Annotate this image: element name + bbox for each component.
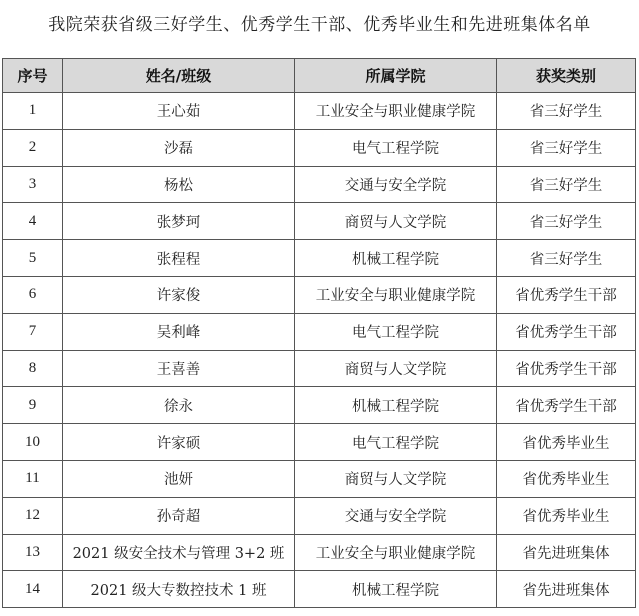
cell-name: 杨松 bbox=[63, 166, 295, 203]
cell-no: 6 bbox=[3, 276, 63, 313]
table-row bbox=[3, 240, 636, 277]
cell-name: 王心茹 bbox=[63, 93, 295, 130]
cell-no: 11 bbox=[3, 460, 63, 497]
table-row bbox=[3, 387, 636, 424]
cell-name: 张程程 bbox=[63, 240, 295, 277]
cell-name: 2021 级大专数控技术 1 班 bbox=[63, 571, 295, 608]
header-name-class: 姓名/班级 bbox=[63, 59, 295, 93]
cell-award: 省先进班集体 bbox=[497, 571, 636, 608]
cell-award: 省三好学生 bbox=[497, 240, 636, 277]
cell-award: 省优秀学生干部 bbox=[497, 276, 636, 313]
cell-award: 省优秀学生干部 bbox=[497, 350, 636, 387]
cell-award: 省三好学生 bbox=[497, 166, 636, 203]
cell-award: 省优秀毕业生 bbox=[497, 424, 636, 461]
cell-award: 省优秀学生干部 bbox=[497, 387, 636, 424]
table-row bbox=[3, 276, 636, 313]
cell-no: 12 bbox=[3, 497, 63, 534]
cell-no: 5 bbox=[3, 240, 63, 277]
table-row bbox=[3, 129, 636, 166]
cell-award: 省三好学生 bbox=[497, 203, 636, 240]
cell-name: 许家俊 bbox=[63, 276, 295, 313]
cell-college: 机械工程学院 bbox=[295, 387, 497, 424]
table-row bbox=[3, 424, 636, 461]
page-title: 我院荣获省级三好学生、优秀学生干部、优秀毕业生和先进班集体名单 bbox=[48, 15, 591, 35]
table-row bbox=[3, 460, 636, 497]
cell-college: 交通与安全学院 bbox=[295, 497, 497, 534]
cell-no: 8 bbox=[3, 350, 63, 387]
cell-name: 吴利峰 bbox=[63, 313, 295, 350]
cell-name: 孙奇超 bbox=[63, 497, 295, 534]
cell-no: 1 bbox=[3, 93, 63, 130]
cell-college: 工业安全与职业健康学院 bbox=[295, 93, 497, 130]
table-row bbox=[3, 534, 636, 571]
cell-no: 13 bbox=[3, 534, 63, 571]
cell-no: 7 bbox=[3, 313, 63, 350]
cell-no: 3 bbox=[3, 166, 63, 203]
header-row bbox=[3, 59, 636, 93]
cell-no: 9 bbox=[3, 387, 63, 424]
cell-no: 14 bbox=[3, 571, 63, 608]
header-college: 所属学院 bbox=[295, 59, 497, 93]
cell-name: 徐永 bbox=[63, 387, 295, 424]
cell-college: 电气工程学院 bbox=[295, 313, 497, 350]
cell-award: 省三好学生 bbox=[497, 129, 636, 166]
cell-name: 2021 级安全技术与管理 3+2 班 bbox=[63, 534, 295, 571]
cell-award: 省优秀毕业生 bbox=[497, 460, 636, 497]
cell-name: 张梦珂 bbox=[63, 203, 295, 240]
cell-award: 省优秀学生干部 bbox=[497, 313, 636, 350]
cell-college: 工业安全与职业健康学院 bbox=[295, 276, 497, 313]
table-row bbox=[3, 93, 636, 130]
cell-college: 电气工程学院 bbox=[295, 129, 497, 166]
table-header bbox=[3, 59, 636, 93]
table-row bbox=[3, 571, 636, 608]
cell-college: 商贸与人文学院 bbox=[295, 350, 497, 387]
award-list-table bbox=[2, 58, 636, 608]
cell-name: 许家硕 bbox=[63, 424, 295, 461]
cell-college: 交通与安全学院 bbox=[295, 166, 497, 203]
cell-college: 电气工程学院 bbox=[295, 424, 497, 461]
cell-award: 省三好学生 bbox=[497, 93, 636, 130]
cell-no: 2 bbox=[3, 129, 63, 166]
table-row bbox=[3, 350, 636, 387]
table-body bbox=[3, 93, 636, 608]
cell-award: 省先进班集体 bbox=[497, 534, 636, 571]
cell-college: 工业安全与职业健康学院 bbox=[295, 534, 497, 571]
cell-award: 省优秀毕业生 bbox=[497, 497, 636, 534]
header-no: 序号 bbox=[3, 59, 63, 93]
cell-no: 4 bbox=[3, 203, 63, 240]
cell-name: 沙磊 bbox=[63, 129, 295, 166]
table-row bbox=[3, 497, 636, 534]
cell-name: 池妍 bbox=[63, 460, 295, 497]
table-row bbox=[3, 313, 636, 350]
header-award-type: 获奖类别 bbox=[497, 59, 636, 93]
cell-no: 10 bbox=[3, 424, 63, 461]
cell-college: 机械工程学院 bbox=[295, 571, 497, 608]
cell-name: 王喜善 bbox=[63, 350, 295, 387]
cell-college: 商贸与人文学院 bbox=[295, 203, 497, 240]
table-row bbox=[3, 166, 636, 203]
cell-college: 商贸与人文学院 bbox=[295, 460, 497, 497]
cell-college: 机械工程学院 bbox=[295, 240, 497, 277]
table-row bbox=[3, 203, 636, 240]
